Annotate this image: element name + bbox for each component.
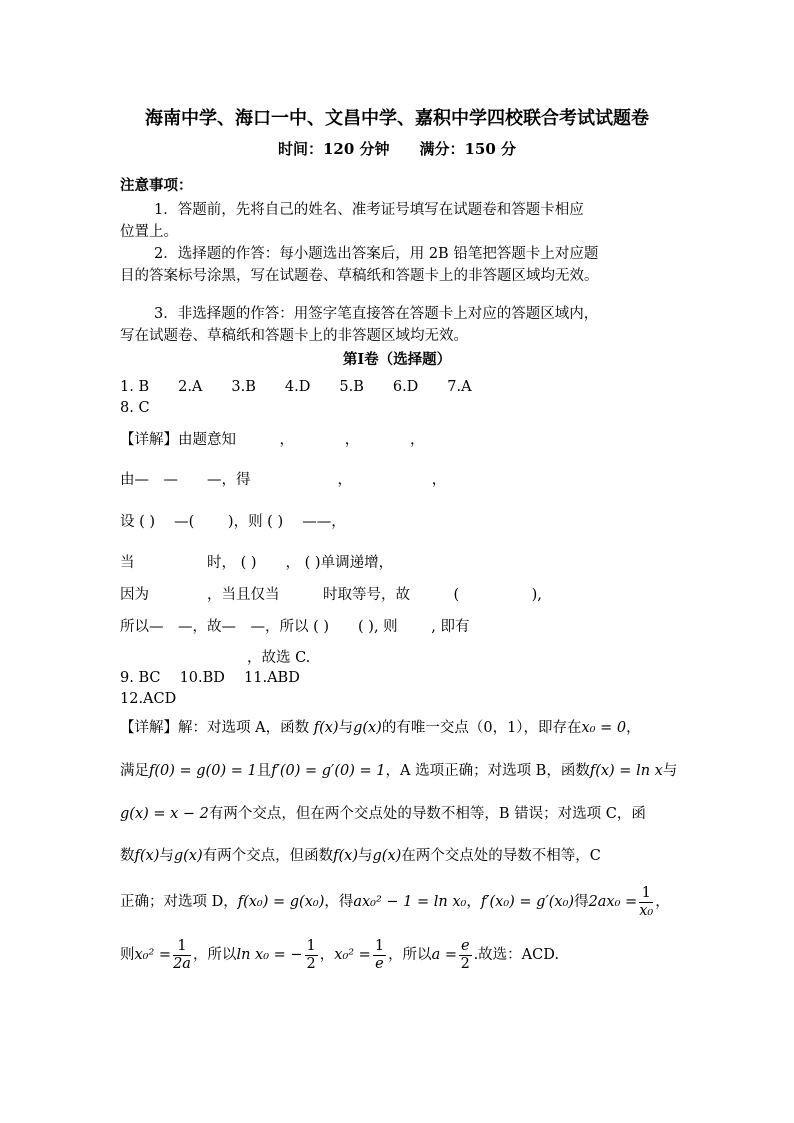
q12-detail-line-4: 数f(x)与g(x)有两个交点，但函数f(x)与g(x)在两个交点处的导数不相等，C — [120, 848, 601, 864]
answers-row-1: 1. B 2.A 3.B 4.D 5.B 6.D 7.A — [120, 379, 472, 395]
fraction-1-over-x0: $\frac{1}{\text{x₀}}$ — [639, 884, 654, 919]
q12-detail-line-6: 则x₀² = $\frac{1}{2a}$ ，所以ln x₀ = − $\frac{1}{2}$ ，x₀² = $\frac{1}{e}$ ，所以a = $\frac{e}{2}$ .故选：ACD. — [120, 937, 559, 972]
fraction-1-over-2a: $\frac{1}{2a}$ — [173, 937, 191, 972]
answers-row-2: 8. C — [120, 400, 150, 416]
exam-time-and-score: 时间：120 分钟 满分：150 分 — [277, 140, 517, 158]
answers-row-4: 12.ACD — [120, 691, 177, 707]
notice-item-2-line-2: 目的答案标号涂黑，写在试题卷、草稿纸和答题卡上的非答题区域均无效。 — [120, 268, 599, 284]
q12-detail-line-5: 正确；对选项 D，f(x₀) = g(x₀)，得ax₀² − 1 = ln x₀，f′(x₀) = g′(x₀)得2ax₀ = $\frac{1}{\text{x₀}}$ ， — [120, 884, 670, 919]
q8-detail-line-7: ，故选 C. — [247, 650, 311, 666]
notice-item-3-line-1: 3．非选择题的作答：用签字笔直接答在答题卡上对应的答题区域内， — [154, 306, 599, 322]
q8-detail-line-4: 当 时， ( ) ， ( )单调递增， — [120, 555, 394, 571]
q12-detail-line-2: 满足f(0) = g(0) = 1且f′(0) = g′(0) = 1，A 选项正确；对选项 B，函数f(x) = ln x与 — [120, 763, 678, 779]
page-title: 海南中学、海口一中、文昌中学、嘉积中学四校联合考试试题卷 — [145, 108, 649, 129]
notice-item-1-line-2: 位置上。 — [120, 224, 178, 240]
fraction-e-over-2: $\frac{e}{2}$ — [460, 937, 470, 972]
q8-detail-line-1: 【详解】由题意知 ， ， ， — [120, 432, 425, 448]
q8-detail-line-6: 所以— —，故— —，所以 ( ) ( ), 则 , 即有 — [120, 619, 470, 635]
notice-item-2-line-1: 2．选择题的作答：每小题选出答案后，用 2B 铅笔把答题卡上对应题 — [154, 246, 599, 262]
notice-item-1-line-1: 1．答题前，先将自己的姓名、准考证号填写在试题卷和答题卡相应 — [154, 202, 584, 218]
q12-detail-line-3: g(x) = x − 2有两个交点，但在两个交点处的导数不相等，B 错误；对选项 C，函 — [120, 806, 646, 822]
notice-item-3-line-2: 写在试题卷、草稿纸和答题卡上的非答题区域均无效。 — [120, 328, 468, 344]
section-title: 第Ⅰ卷（选择题） — [342, 351, 452, 368]
q12-detail-line-1: 【详解】解：对选项 A，函数 f(x)与g(x)的有唯一交点（0，1），即存在x₀ = 0， — [120, 720, 641, 736]
fraction-1-over-2: $\frac{1}{2}$ — [306, 937, 316, 972]
notice-heading: 注意事项： — [120, 177, 193, 194]
q8-detail-line-3: 设 ( ) —( )，则 ( ) ——， — [120, 514, 346, 530]
q8-detail-line-2: 由— — —，得 ， ， — [120, 472, 447, 488]
answers-row-3: 9. BC 10.BD 11.ABD — [120, 670, 300, 686]
q8-detail-line-5: 因为 ，当且仅当 时取等号，故 ( ), — [120, 587, 542, 603]
fraction-1-over-e: $\frac{1}{e}$ — [374, 937, 385, 972]
